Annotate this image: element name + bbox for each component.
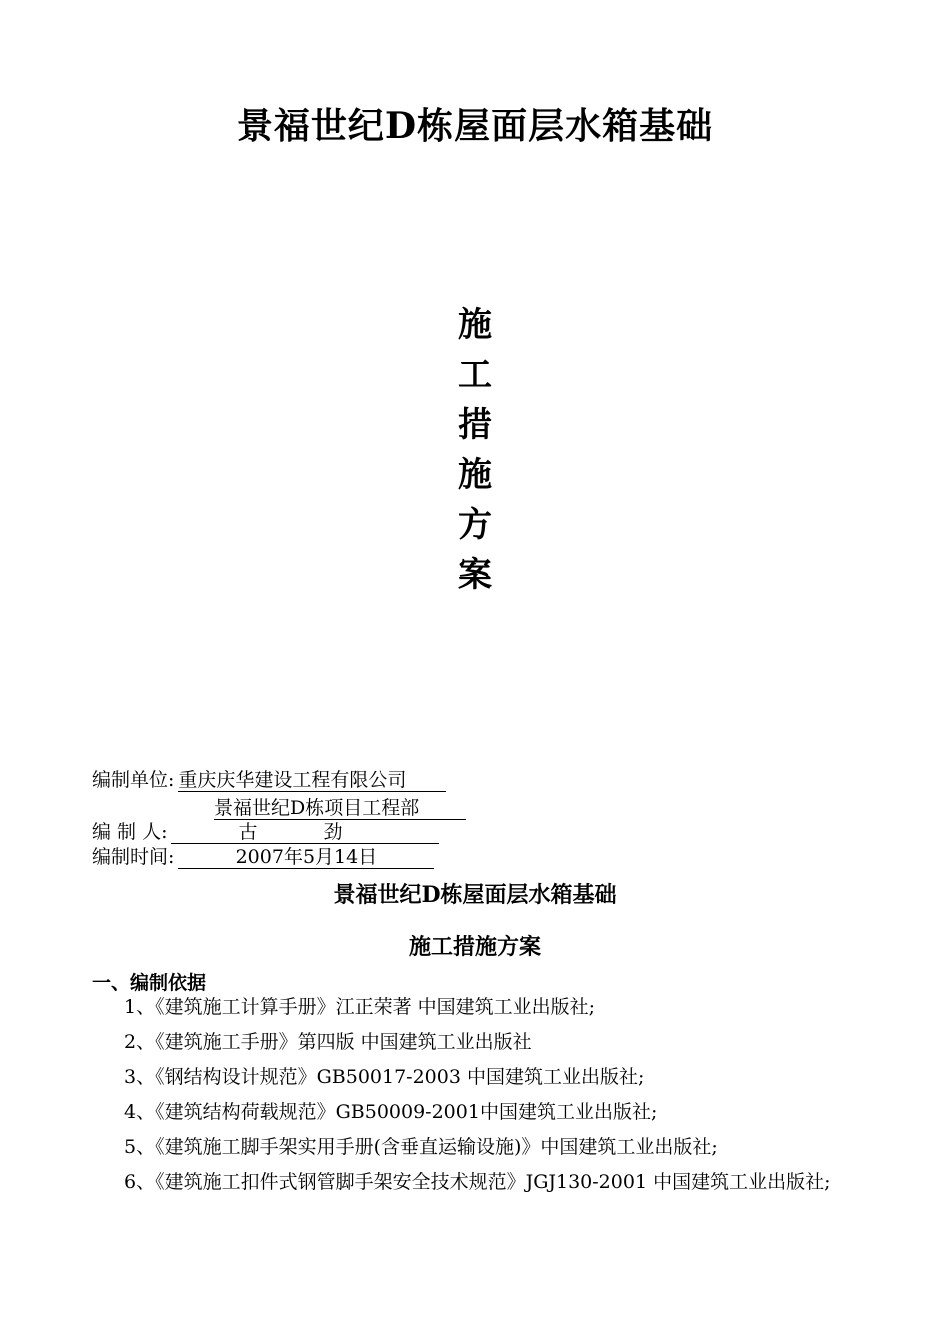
list-item: 3、《钢结构设计规范》GB50017-2003 中国建筑工业出版社; <box>124 1066 645 1088</box>
list-item: 4、《建筑结构荷载规范》GB50009-2001中国建筑工业出版社; <box>124 1101 658 1123</box>
vertical-title <box>450 300 500 600</box>
date-label: 编制时间: <box>92 846 175 868</box>
meta-unit <box>92 768 446 792</box>
author-label: 编 制 人: <box>92 821 168 843</box>
main-title: 景福世纪D栋屋面层水箱基础 <box>236 105 714 147</box>
list-item: 5、《建筑施工脚手架实用手册(含垂直运输设施)》中国建筑工业出版社; <box>124 1136 718 1158</box>
vertical-title-char: 措 <box>458 405 492 445</box>
list-item: 6、《建筑施工扣件式钢管脚手架安全技术规范》JGJ130-2001 中国建筑工业出版社; <box>124 1171 831 1193</box>
unit-label: 编制单位: <box>92 769 175 791</box>
meta-date <box>92 845 434 869</box>
sub-title-plan: 施工措施方案 <box>408 934 541 960</box>
vertical-title-char: 方 <box>458 505 492 545</box>
vertical-title-char: 施 <box>458 305 492 345</box>
unit-value: 重庆庆华建设工程有限公司 <box>178 769 446 792</box>
section-heading: 一、编制依据 <box>92 972 207 994</box>
list-item: 1、《建筑施工计算手册》江正荣著 中国建筑工业出版社; <box>124 996 596 1018</box>
list-item: 2、《建筑施工手册》第四版 中国建筑工业出版社 <box>124 1031 532 1053</box>
vertical-title-char: 案 <box>458 555 492 595</box>
author-value: 古 劲 <box>171 821 439 844</box>
date-value: 2007年5月14日 <box>178 846 434 869</box>
dept-value: 景福世纪D栋项目工程部 <box>214 797 466 820</box>
meta-author <box>92 820 439 844</box>
meta-dept <box>214 796 466 820</box>
vertical-title-char: 工 <box>458 355 492 395</box>
sub-title-project: 景福世纪D栋屋面层水箱基础 <box>333 882 617 908</box>
reference-list <box>92 990 862 1200</box>
vertical-title-char: 施 <box>458 455 492 495</box>
